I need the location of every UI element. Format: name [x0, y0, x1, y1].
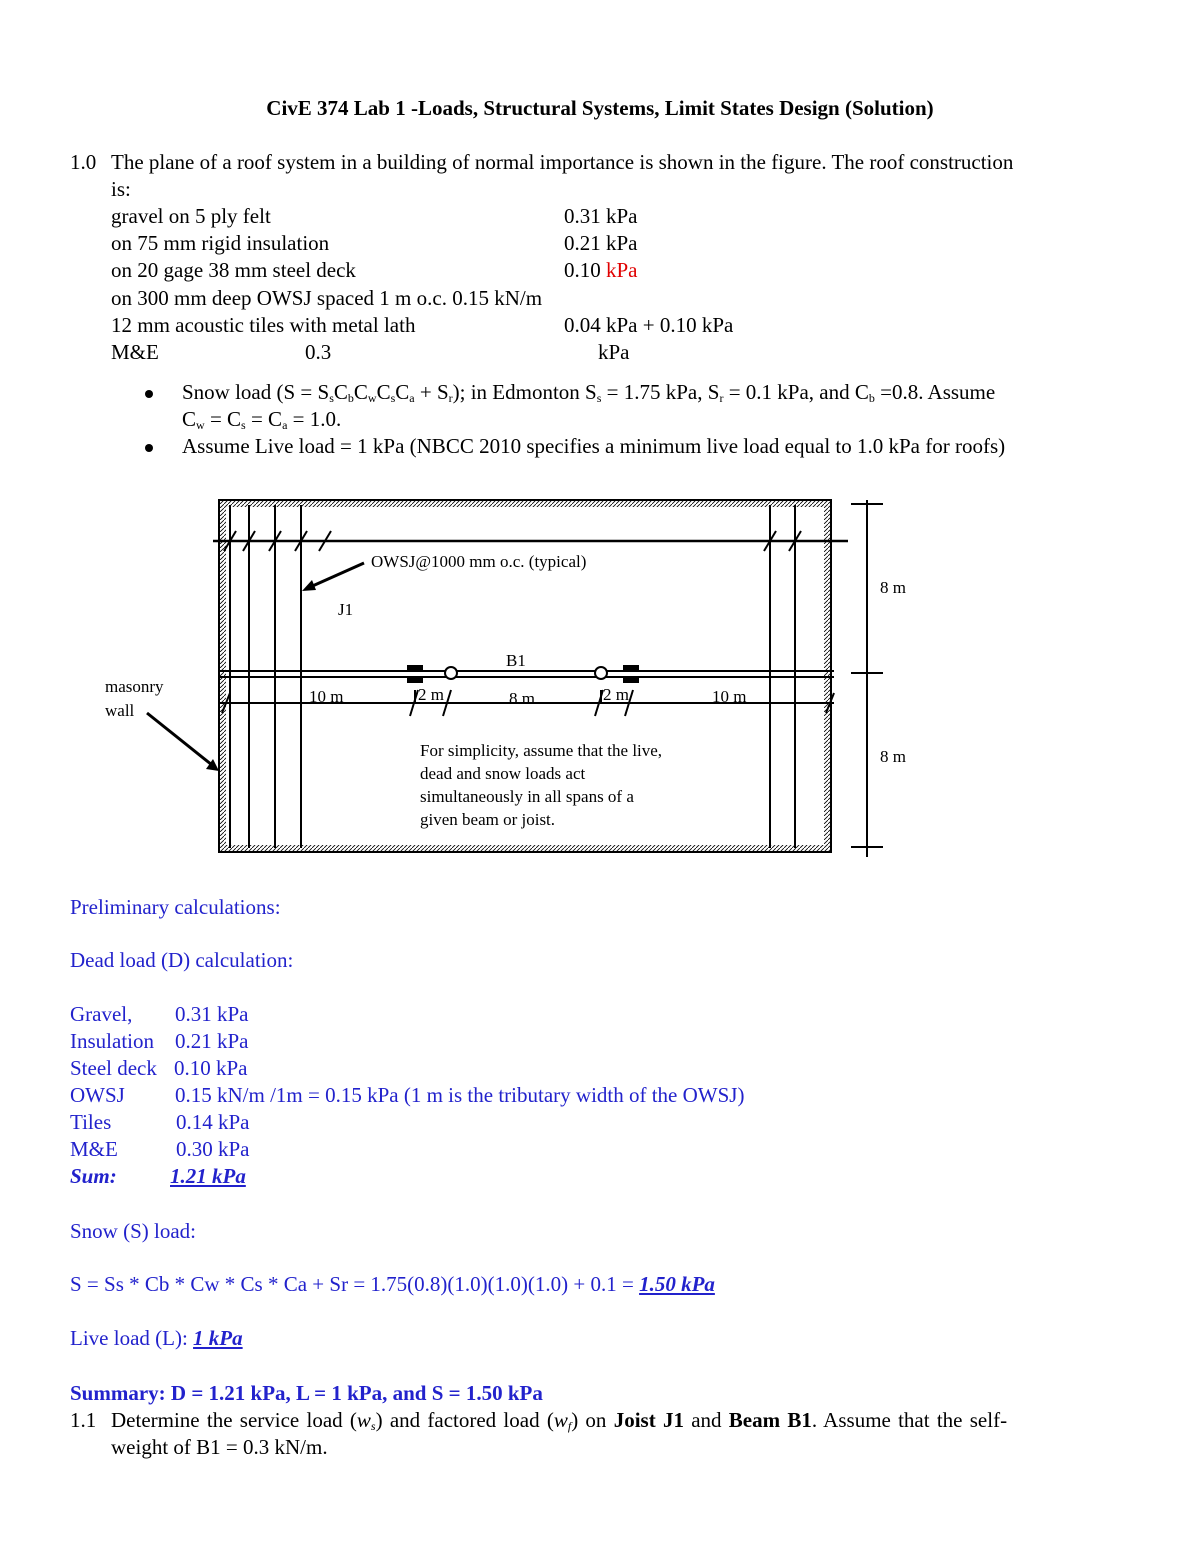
dead-load-value: 0.15 kN/m /1m = 0.15 kPa (1 m is the tributary width of the OWSJ) — [175, 1083, 745, 1107]
roof-layer-label: 12 mm acoustic tiles with metal lath — [111, 313, 416, 337]
dead-load-label: M&E — [70, 1137, 118, 1161]
roof-layer-label: on 75 mm rigid insulation — [111, 231, 330, 255]
roof-layer-label: M&E — [111, 340, 159, 364]
figure-note-line: For simplicity, assume that the live, — [420, 741, 663, 760]
live-load-bullet: Assume Live load = 1 kPa (NBCC 2010 specifies a minimum live load equal to 1.0 kPa for roofs) — [182, 434, 1006, 458]
sum-value: 1.21 kPa — [170, 1164, 246, 1188]
dead-load-label: Steel deck — [70, 1056, 157, 1080]
span-label: 10 m — [309, 687, 344, 706]
beam-b1 — [219, 665, 834, 683]
bullet-icon — [145, 390, 153, 398]
question-1-1-line2: weight of B1 = 0.3 kN/m. — [111, 1435, 328, 1459]
bullet-icon — [145, 444, 153, 452]
live-load-value: 1 kPa — [193, 1326, 243, 1350]
roof-layer-label: on 300 mm deep OWSJ spaced 1 m o.c. 0.15 kN/m — [111, 286, 543, 310]
dead-load-value: 0.21 kPa — [175, 1029, 249, 1053]
dead-load-label: Insulation — [70, 1029, 154, 1053]
wall-label: wall — [105, 701, 135, 720]
unit-kpa-red: kPa — [606, 258, 638, 282]
owsj-leader-arrow — [302, 563, 364, 591]
beam-b1-label: B1 — [506, 651, 526, 670]
roof-layer-value: 0.10 kPa — [564, 258, 638, 282]
masonry-leader-arrow — [147, 713, 219, 771]
sum-label: Sum: — [70, 1164, 117, 1188]
figure-note-line: simultaneously in all spans of a — [420, 787, 634, 806]
snow-load-bullet-line2: $C_w = C_s = C_a = 1.0$. — [182, 407, 342, 432]
question-1-1-line1: Determine the service load $(w_s)$ and factored load $(w_f)$ on Joist J1 and Beam B1. Assume that the self- — [111, 1408, 1008, 1433]
summary-line: Summary: D = 1.21 kPa, L = 1 kPa, and S = 1.50 kPa — [70, 1381, 543, 1405]
dead-load-value: 0.30 kPa — [176, 1137, 250, 1161]
page-title: CivE 374 Lab 1 -Loads, Structural Systems, Limit States Design (Solution) — [266, 96, 934, 120]
prelim-heading: Preliminary calculations: — [70, 895, 281, 919]
span-label: 2 m — [418, 685, 444, 704]
dead-load-heading: Dead load (D) calculation: — [70, 948, 294, 972]
figure-note-line: dead and snow loads act — [420, 764, 586, 783]
roof-layer-value: 0.04 kPa + 0.10 kPa — [564, 313, 734, 337]
dead-load-label: OWSJ — [70, 1083, 125, 1107]
span-label: 2 m — [603, 685, 629, 704]
dead-load-value: 0.31 kPa — [175, 1002, 249, 1026]
snow-load-heading: Snow (S) load: — [70, 1219, 196, 1243]
live-load-line: Live load (L): 1 kPa — [70, 1326, 243, 1350]
snow-load-equation: S = Ss * Cb * Cw * Cs * Ca + Sr = 1.75(0.8)(1.0)(1.0)(1.0) + 0.1 = 1.50 kPa — [70, 1272, 715, 1296]
vertical-dimension — [851, 500, 883, 857]
dead-load-value: 0.10 kPa — [174, 1056, 248, 1080]
dimension-bottom-label: 8 m — [880, 747, 906, 766]
question-text-line2: is: — [111, 177, 131, 201]
roof-layer-value: 0.21 kPa — [564, 231, 638, 255]
question-text-line1: The plane of a roof system in a building of normal importance is shown in the figure. The roof construction — [111, 150, 1014, 174]
span-label: 10 m — [712, 687, 747, 706]
masonry-label: masonry — [105, 677, 164, 696]
dimension-top-label: 8 m — [880, 578, 906, 597]
roof-layer-value: kPa — [598, 340, 630, 364]
question-number: 1.1 — [70, 1408, 97, 1432]
dead-load-value: 0.14 kPa — [176, 1110, 250, 1134]
snow-load-bullet: Snow load $(S = S_sC_bC_wC_sC_a + S_r)$; in Edmonton $S_s = 1.75$ kPa, $S_r = 0.1$ kPa, and $C_b =0.8$. Assume — [182, 380, 996, 405]
roof-layer-label: gravel on 5 ply felt — [111, 204, 271, 228]
snow-load-result: 1.50 kPa — [639, 1272, 715, 1296]
roof-layer-mid: 0.3 — [305, 340, 332, 364]
roof-plan-figure — [90, 490, 930, 870]
dead-load-label: Gravel, — [70, 1002, 133, 1026]
question-number: 1.0 — [70, 150, 97, 174]
joist-j1-label: J1 — [338, 600, 354, 619]
figure-note-line: given beam or joist. — [420, 810, 556, 829]
span-label: 8 m — [509, 689, 535, 708]
dead-load-label: Tiles — [70, 1110, 112, 1134]
roof-layer-value: 0.31 kPa — [564, 204, 638, 228]
owsj-label: OWSJ@1000 mm o.c. (typical) — [371, 552, 587, 571]
roof-layer-label: on 20 gage 38 mm steel deck — [111, 258, 356, 282]
